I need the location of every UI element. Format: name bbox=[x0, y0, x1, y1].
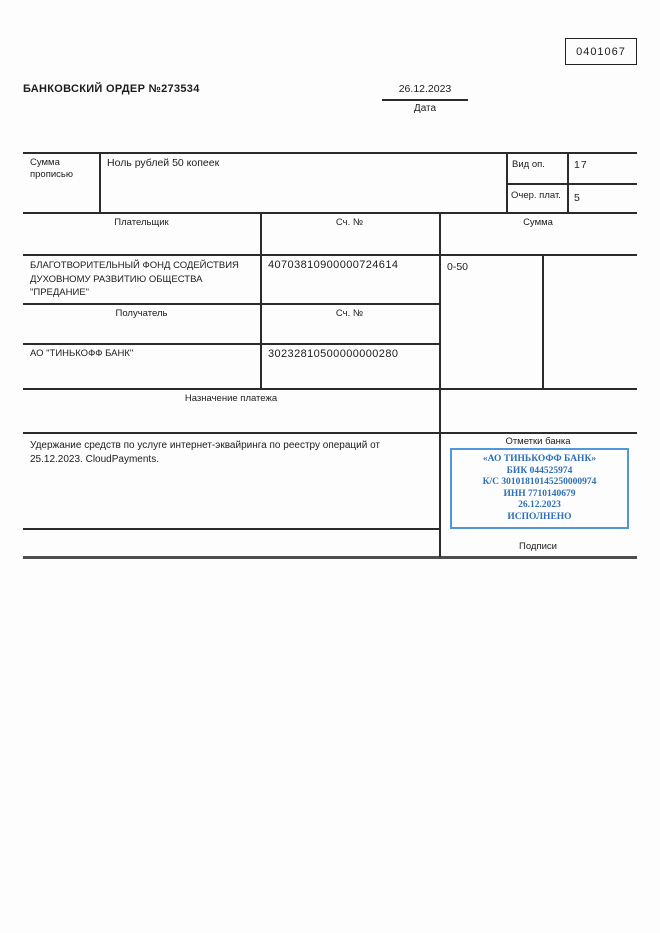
form-code-box bbox=[565, 38, 637, 65]
stamp-bank-name: «АО ТИНЬКОФФ БАНК» bbox=[482, 454, 597, 464]
recipient-account: 30232810500000000280 bbox=[268, 348, 399, 360]
table-vline-amount-split bbox=[542, 254, 544, 388]
operation-type-label: Вид оп. bbox=[512, 159, 545, 170]
table-line-optype-divider bbox=[506, 183, 637, 185]
table-vline-amountwords bbox=[99, 152, 101, 212]
table-vline-amount-col bbox=[439, 212, 441, 557]
payment-priority-value: 5 bbox=[574, 192, 580, 204]
stamp-bik: БИК 044525974 bbox=[506, 465, 573, 476]
table-vline-optype bbox=[506, 152, 508, 212]
amount-in-words-value: Ноль рублей 50 копеек bbox=[107, 157, 220, 169]
amount-in-words-label: Сумма прописью bbox=[30, 157, 73, 180]
table-line-payer-bottom bbox=[23, 303, 439, 305]
table-line-left-bottom bbox=[23, 528, 439, 530]
amount-value: 0-50 bbox=[447, 261, 469, 273]
table-line-recipient-bottom bbox=[23, 388, 637, 390]
purpose-text: Удержание средств по услуге интернет-эквайринга по реестру операций от 25.12.2023. CloudPayments. bbox=[30, 440, 381, 465]
purpose-header: Назначение платежа bbox=[184, 393, 278, 404]
stamp-date: 26.12.2023 bbox=[518, 500, 561, 510]
amount-header: Сумма bbox=[523, 217, 553, 228]
table-vline-optype-value bbox=[567, 152, 569, 212]
table-line-header-bottom bbox=[23, 254, 637, 256]
bank-marks-header: Отметки банка bbox=[505, 436, 571, 447]
table-line-top bbox=[23, 152, 637, 154]
payer-header: Плательщик bbox=[114, 217, 169, 228]
payer-account-header: Сч. № bbox=[335, 217, 364, 228]
stamp-corr-account: К/С 30101810145250000974 bbox=[482, 477, 597, 487]
stamp-status: ИСПОЛНЕНО bbox=[507, 511, 572, 522]
payer-account: 40703810900000724614 bbox=[268, 259, 399, 271]
table-line-purpose-bottom bbox=[23, 432, 637, 434]
payer-name: БЛАГОТВОРИТЕЛЬНЫЙ ФОНД СОДЕЙСТВИЯ ДУХОВНОМУ РАЗВИТИЮ ОБЩЕСТВА "ПРЕДАНИЕ" bbox=[30, 260, 239, 298]
recipient-account-header: Сч. № bbox=[335, 308, 364, 319]
table-line-row1-bottom bbox=[23, 212, 637, 214]
table-vline-account bbox=[260, 212, 262, 388]
recipient-name: АО "ТИНЬКОФФ БАНК" bbox=[30, 348, 134, 359]
bank-stamp bbox=[450, 448, 629, 529]
recipient-header: Получатель bbox=[115, 308, 168, 319]
date-label: Дата bbox=[413, 103, 437, 114]
table-line-recipient-header-bottom bbox=[23, 343, 439, 345]
form-code: 0401067 bbox=[576, 45, 626, 58]
date-underline bbox=[382, 99, 468, 101]
signatures-label: Подписи bbox=[519, 541, 557, 552]
date-value: 26.12.2023 bbox=[398, 83, 452, 95]
payment-priority-label: Очер. плат. bbox=[511, 190, 561, 201]
operation-type-value: 17 bbox=[574, 159, 588, 171]
stamp-inn: ИНН 7710140679 bbox=[503, 488, 576, 499]
table-line-bottom bbox=[23, 556, 637, 559]
document-title: БАНКОВСКИЙ ОРДЕР №273534 bbox=[23, 83, 200, 95]
